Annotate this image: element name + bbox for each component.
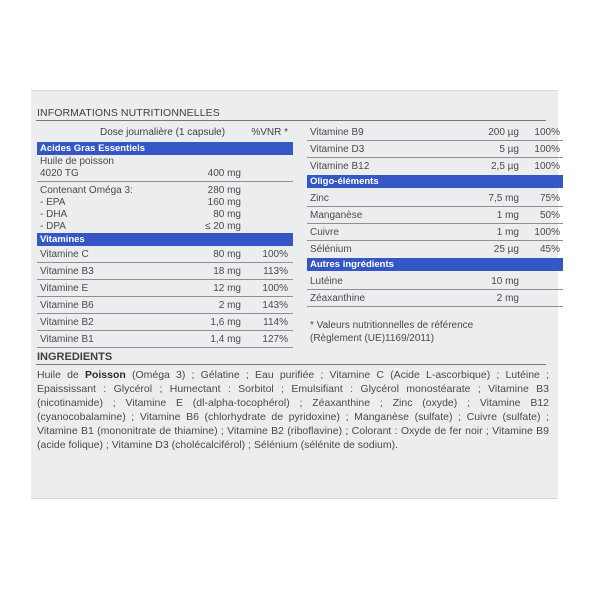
dose-label: Dose journalière (1 capsule) — [100, 127, 226, 138]
row-name: Manganèse — [310, 210, 363, 221]
row-qty: 400 mg — [207, 168, 241, 179]
row-name: Sélénium — [310, 244, 352, 255]
table-row — [307, 207, 563, 224]
footnote-line-1: * Valeurs nutritionnelles de référence — [310, 320, 474, 331]
table-row — [37, 155, 293, 167]
row-name: Huile de poisson — [40, 156, 114, 167]
row-qty: 7,5 mg — [488, 193, 519, 204]
ingredients-divider — [36, 364, 546, 365]
row-name: Vitamine B1 — [40, 334, 94, 345]
table-row — [37, 280, 293, 297]
row-name: - DPA — [40, 221, 66, 232]
row-pct: 100% — [534, 127, 560, 138]
row-qty: 12 mg — [213, 283, 241, 294]
row-name: Vitamine E — [40, 283, 89, 294]
row-qty: 18 mg — [213, 266, 241, 277]
table-row — [37, 263, 293, 280]
section-acides-gras: Acides Gras Essentiels — [37, 142, 293, 155]
row-name: Zéaxanthine — [310, 293, 366, 304]
info-title: INFORMATIONS NUTRITIONNELLES — [37, 107, 220, 119]
row-name: Vitamine C — [40, 249, 89, 260]
table-row — [307, 158, 563, 174]
ingredients-body: (Oméga 3) ; Gélatine ; Eau purifiée ; Vitamine C (Acide L-ascorbique) ; Lutéine ; Epaississant : Glycérol ; Humectant : Sorbitol ; Emulsifiant : Glycérol monostéarate ; Vitamine B3 (nicotinamide) ; Vitamine E (dl-alpha-tocophérol) ; Zéaxanthine ; Zinc (oxyde) ; Vitamine B12 (cyanocobalamine) ; Vitamine B6 (chlorhydrate de pyridoxine) ; Manganèse (sulfate) ; Cuivre (sulfate) ; Vitamine B1 (mononitrate de thiamine) ; Vitamine B2 (riboflavine) ; Colorant : Oxyde de fer noir ; Vitamine B9 (acide folique) ; Vitamine D3 (cholécalciférol) ; Sélénium (sélénite de sodium). — [37, 369, 549, 451]
row-name: Vitamine B3 — [40, 266, 94, 277]
row-pct: 45% — [539, 244, 560, 255]
row-name: Vitamine B6 — [40, 300, 94, 311]
row-qty: 1 mg — [496, 227, 519, 238]
footnote-line-2: (Règlement (UE)1169/2011) — [310, 333, 435, 344]
right-column — [307, 126, 563, 345]
section-vitamines: Vitamines — [37, 233, 293, 246]
table-row — [307, 241, 563, 257]
table-row — [37, 182, 293, 196]
row-qty: 80 mg — [213, 249, 241, 260]
row-pct: 100% — [262, 283, 288, 294]
row-qty: 25 µg — [493, 244, 519, 255]
table-row — [37, 196, 293, 208]
row-qty: 5 µg — [499, 144, 519, 155]
table-row — [37, 331, 293, 348]
row-qty: 2 mg — [496, 293, 519, 304]
row-name: Vitamine B12 — [310, 161, 370, 172]
row-pct: 100% — [534, 227, 560, 238]
row-qty: 160 mg — [207, 197, 241, 208]
row-pct: 75% — [539, 193, 560, 204]
section-oligo-elements: Oligo-éléments — [307, 175, 563, 188]
row-name: Vitamine B9 — [310, 127, 364, 138]
row-qty: 2,5 µg — [490, 161, 519, 172]
row-qty: 2 mg — [218, 300, 241, 311]
row-pct: 100% — [534, 161, 560, 172]
row-qty: 280 mg — [207, 185, 241, 196]
section-autres-ingredients: Autres ingrédients — [307, 258, 563, 271]
table-row — [307, 188, 563, 207]
row-name: Cuivre — [310, 227, 339, 238]
row-pct: 114% — [263, 317, 288, 328]
table-row — [307, 141, 563, 158]
row-qty: 1 mg — [496, 210, 519, 221]
row-qty: ≤ 20 mg — [204, 221, 241, 232]
vnr-label: %VNR * — [251, 127, 288, 138]
left-column — [37, 126, 293, 348]
table-row — [307, 271, 563, 290]
table-row — [37, 246, 293, 263]
ingredients-text — [37, 368, 549, 452]
row-pct: 100% — [534, 144, 560, 155]
info-divider — [36, 120, 546, 121]
table-row — [307, 126, 563, 141]
ingredients-prefix: Huile de — [37, 369, 85, 381]
dose-header — [37, 126, 293, 141]
row-name: 4020 TG — [40, 168, 79, 179]
table-row — [37, 208, 293, 220]
row-name: - DHA — [40, 209, 68, 220]
row-qty: 1,4 mg — [210, 334, 241, 345]
row-pct: 100% — [262, 249, 288, 260]
row-pct: 50% — [539, 210, 560, 221]
row-qty: 200 µg — [488, 127, 519, 138]
footnote — [307, 319, 563, 345]
ingredients-bold: Poisson — [84, 369, 126, 381]
row-qty: 80 mg — [213, 209, 241, 220]
row-name: Contenant Oméga 3: — [40, 185, 133, 196]
table-row — [307, 224, 563, 241]
row-pct: 127% — [262, 334, 288, 345]
ingredients-title: INGREDIENTS — [37, 351, 113, 363]
table-row — [37, 314, 293, 331]
row-qty: 10 mg — [491, 276, 519, 287]
row-name: Vitamine B2 — [40, 317, 94, 328]
row-pct: 143% — [262, 300, 288, 311]
row-name: Vitamine D3 — [310, 144, 365, 155]
row-name: Zinc — [310, 193, 329, 204]
row-name: - EPA — [40, 197, 66, 208]
row-pct: 113% — [263, 266, 288, 277]
table-row — [307, 290, 563, 307]
row-qty: 1,6 mg — [210, 317, 241, 328]
table-row — [37, 220, 293, 232]
table-row — [37, 297, 293, 314]
table-row — [37, 167, 293, 182]
row-name: Lutéine — [310, 276, 343, 287]
